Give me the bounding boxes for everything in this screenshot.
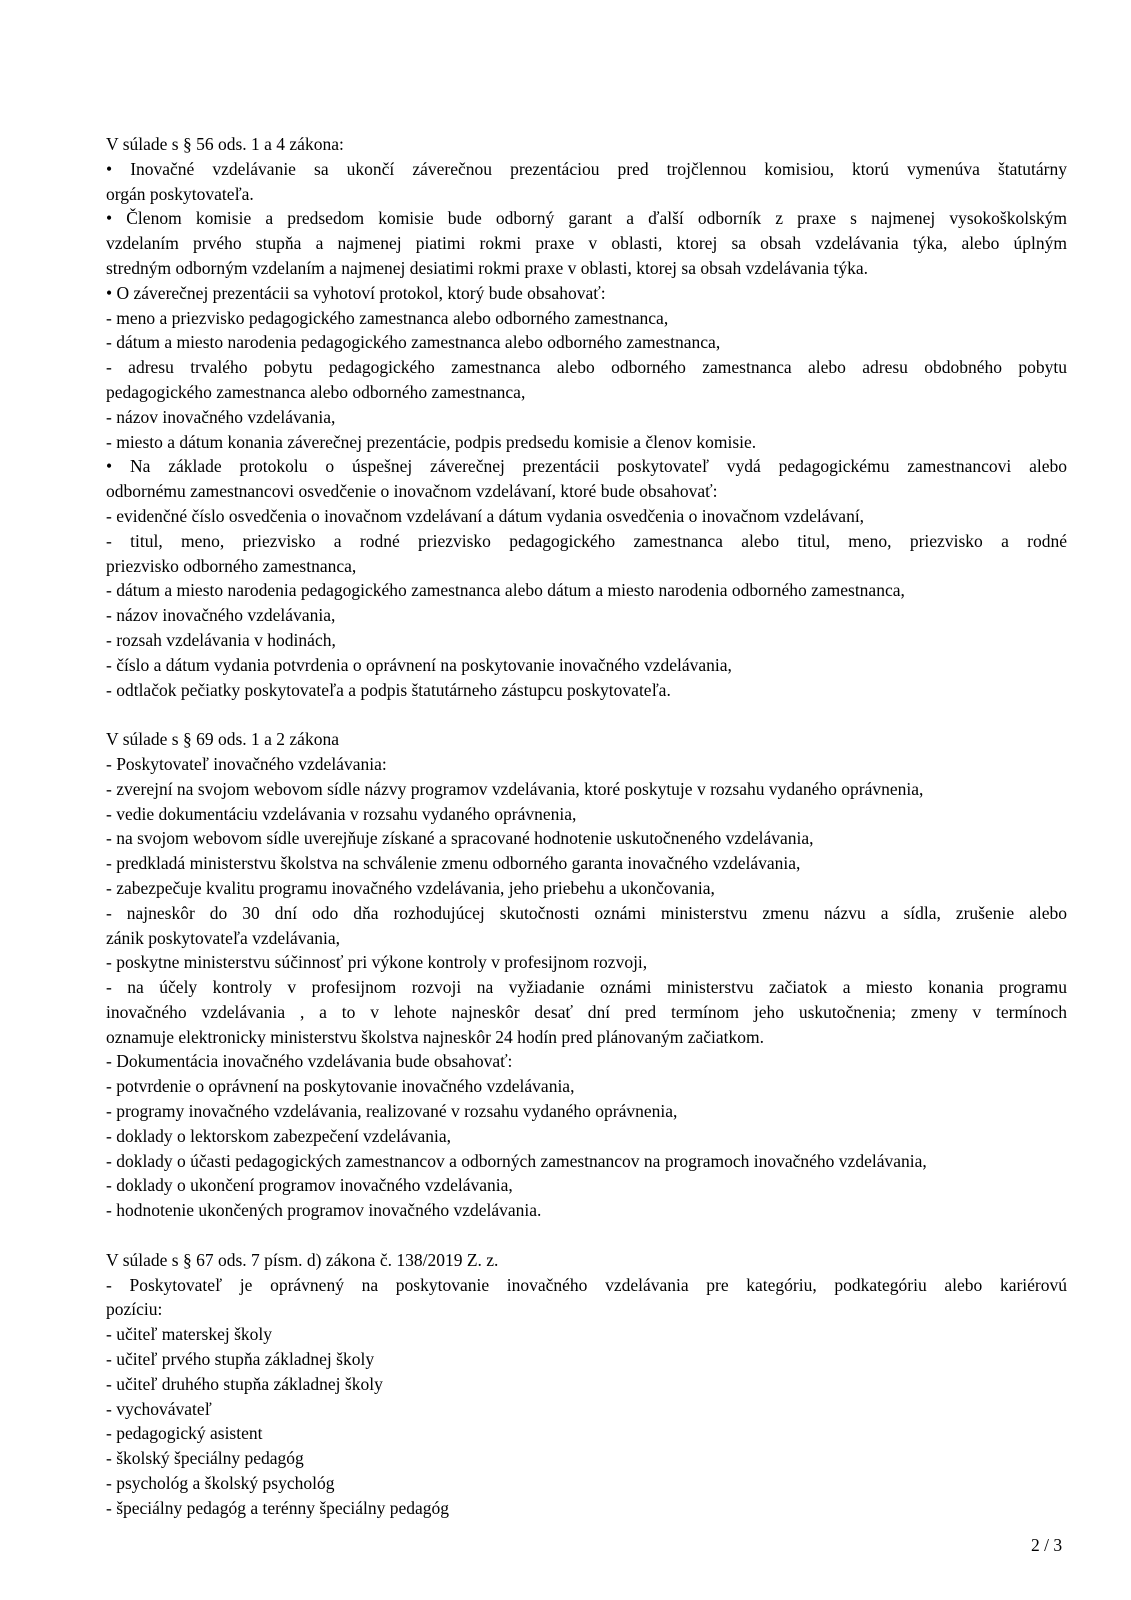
text-line: - Dokumentácia inovačného vzdelávania bude obsahovať:	[106, 1051, 513, 1072]
text-line: - poskytne ministerstvu súčinnosť pri výkone kontroly v profesijnom rozvoji,	[106, 952, 648, 973]
text-line: - predkladá ministerstvu školstva na schválenie zmenu odborného garanta inovačného vzdelávania,	[106, 853, 801, 874]
section-67	[106, 1248, 1067, 1521]
text-line: • Členom komisie a predsedom komisie bude odborný garant a ďalší odborník z praxe s najmenej vysokoškolským	[106, 208, 1067, 229]
section-heading: V súlade s § 56 ods. 1 a 4 zákona:	[106, 134, 344, 154]
section-spacer	[106, 702, 1067, 727]
text-line: - rozsah vzdelávania v hodinách,	[106, 629, 336, 650]
text-line: - potvrdenie o oprávnení na poskytovanie inovačného vzdelávania,	[106, 1076, 575, 1097]
text-line: - Poskytovateľ inovačného vzdelávania:	[106, 753, 387, 774]
text-line: - Poskytovateľ je oprávnený na poskytovanie inovačného vzdelávania pre kategóriu, podkategóriu alebo kariérovú	[106, 1274, 1067, 1295]
text-line: priezvisko odborného zamestnanca,	[106, 555, 357, 576]
text-line: - doklady o účasti pedagogických zamestnancov a odborných zamestnancov na programoch inovačného vzdelávania,	[106, 1150, 927, 1171]
text-line: - špeciálny pedagóg a terénny špeciálny pedagóg	[106, 1497, 450, 1518]
text-line: - školský špeciálny pedagóg	[106, 1448, 304, 1469]
text-line: zánik poskytovateľa vzdelávania,	[106, 927, 341, 948]
text-line: - odtlačok pečiatky poskytovateľa a podpis štatutárneho zástupcu poskytovateľa.	[106, 679, 671, 700]
section-spacer	[106, 1223, 1067, 1248]
text-line: - najneskôr do 30 dní odo dňa rozhodujúcej skutočnosti oznámi ministerstvu zmenu názvu a sídla, zrušenie alebo	[106, 902, 1067, 923]
section-69	[106, 727, 1067, 1223]
text-line: - meno a priezvisko pedagogického zamestnanca alebo odborného zamestnanca,	[106, 307, 669, 328]
section-heading: V súlade s § 67 ods. 7 písm. d) zákona č. 138/2019 Z. z.	[106, 1249, 499, 1270]
text-line: pedagogického zamestnanca alebo odborného zamestnanca,	[106, 381, 526, 402]
text-line: - číslo a dátum vydania potvrdenia o oprávnení na poskytovanie inovačného vzdelávania,	[106, 654, 732, 675]
text-line: - pedagogický asistent	[106, 1423, 263, 1444]
text-line: odbornému zamestnancovi osvedčenie o inovačnom vzdelávaní, ktoré bude obsahovať:	[106, 481, 718, 502]
text-line: • O záverečnej prezentácii sa vyhotoví protokol, ktorý bude obsahovať:	[106, 282, 606, 303]
text-line: - učiteľ prvého stupňa základnej školy	[106, 1349, 375, 1370]
document-body	[106, 132, 1067, 1521]
text-line: - vychovávateľ	[106, 1398, 212, 1419]
text-line: - vedie dokumentáciu vzdelávania v rozsahu vydaného oprávnenia,	[106, 803, 577, 824]
text-line: inovačného vzdelávania , a to v lehote najneskôr desať dní pred termínom jeho uskutočnenia; zmeny v termínoch	[106, 1001, 1067, 1022]
text-line: - doklady o lektorskom zabezpečení vzdelávania,	[106, 1125, 451, 1146]
text-line: - učiteľ materskej školy	[106, 1324, 273, 1345]
section-56	[106, 132, 1067, 702]
text-line: - doklady o ukončení programov inovačného vzdelávania,	[106, 1175, 513, 1196]
text-line: - názov inovačného vzdelávania,	[106, 605, 336, 626]
section-heading: V súlade s § 69 ods. 1 a 2 zákona	[106, 729, 339, 750]
text-line: • Inovačné vzdelávanie sa ukončí záverečnou prezentáciou pred trojčlennou komisiou, ktorú vymenúva štatutárny	[106, 158, 1067, 179]
text-line: pozíciu:	[106, 1299, 163, 1320]
text-line: vzdelaním prvého stupňa a najmenej piatimi rokmi praxe v oblasti, ktorej sa obsah vzdelávania týka, alebo úplným	[106, 233, 1067, 254]
text-line: - názov inovačného vzdelávania,	[106, 406, 336, 427]
text-line: - na účely kontroly v profesijnom rozvoji na vyžiadanie oznámi ministerstvu začiatok a miesto konania programu	[106, 977, 1067, 998]
text-line: - psychológ a školský psychológ	[106, 1473, 335, 1494]
text-line: - titul, meno, priezvisko a rodné priezvisko pedagogického zamestnanca alebo titul, meno, priezvisko a rodné	[106, 530, 1067, 551]
text-line: • Na základe protokolu o úspešnej záverečnej prezentácii poskytovateľ vydá pedagogickému zamestnancovi alebo	[106, 456, 1067, 477]
text-line: stredným odborným vzdelaním a najmenej desiatimi rokmi praxe v oblasti, ktorej sa obsah vzdelávania týka.	[106, 257, 869, 278]
text-line: - dátum a miesto narodenia pedagogického zamestnanca alebo dátum a miesto narodenia odborného zamestnanca,	[106, 580, 905, 601]
text-line: - zabezpečuje kvalitu programu inovačného vzdelávania, jeho priebehu a ukončovania,	[106, 877, 715, 898]
text-line: - na svojom webovom sídle uverejňuje získané a spracované hodnotenie uskutočneného vzdelávania,	[106, 828, 814, 849]
text-line: - evidenčné číslo osvedčenia o inovačnom vzdelávaní a dátum vydania osvedčenia o inovačnom vzdelávaní,	[106, 505, 865, 526]
text-line: - zverejní na svojom webovom sídle názvy programov vzdelávania, ktoré poskytuje v rozsahu vydaného oprávnenia,	[106, 778, 924, 799]
text-line: orgán poskytovateľa.	[106, 183, 254, 204]
text-line: - miesto a dátum konania záverečnej prezentácie, podpis predsedu komisie a členov komisie.	[106, 431, 757, 452]
text-line: - učiteľ druhého stupňa základnej školy	[106, 1373, 383, 1394]
text-line: - programy inovačného vzdelávania, realizované v rozsahu vydaného oprávnenia,	[106, 1101, 678, 1122]
text-line: - adresu trvalého pobytu pedagogického zamestnanca alebo odborného zamestnanca alebo adresu obdobného pobytu	[106, 357, 1067, 378]
text-line: oznamuje elektronicky ministerstvu školstva najneskôr 24 hodín pred plánovaným začiatkom.	[106, 1026, 765, 1047]
text-line: - hodnotenie ukončených programov inovačného vzdelávania.	[106, 1200, 542, 1221]
text-line: - dátum a miesto narodenia pedagogického zamestnanca alebo odborného zamestnanca,	[106, 332, 721, 353]
page-number: 2 / 3	[1031, 1535, 1063, 1555]
